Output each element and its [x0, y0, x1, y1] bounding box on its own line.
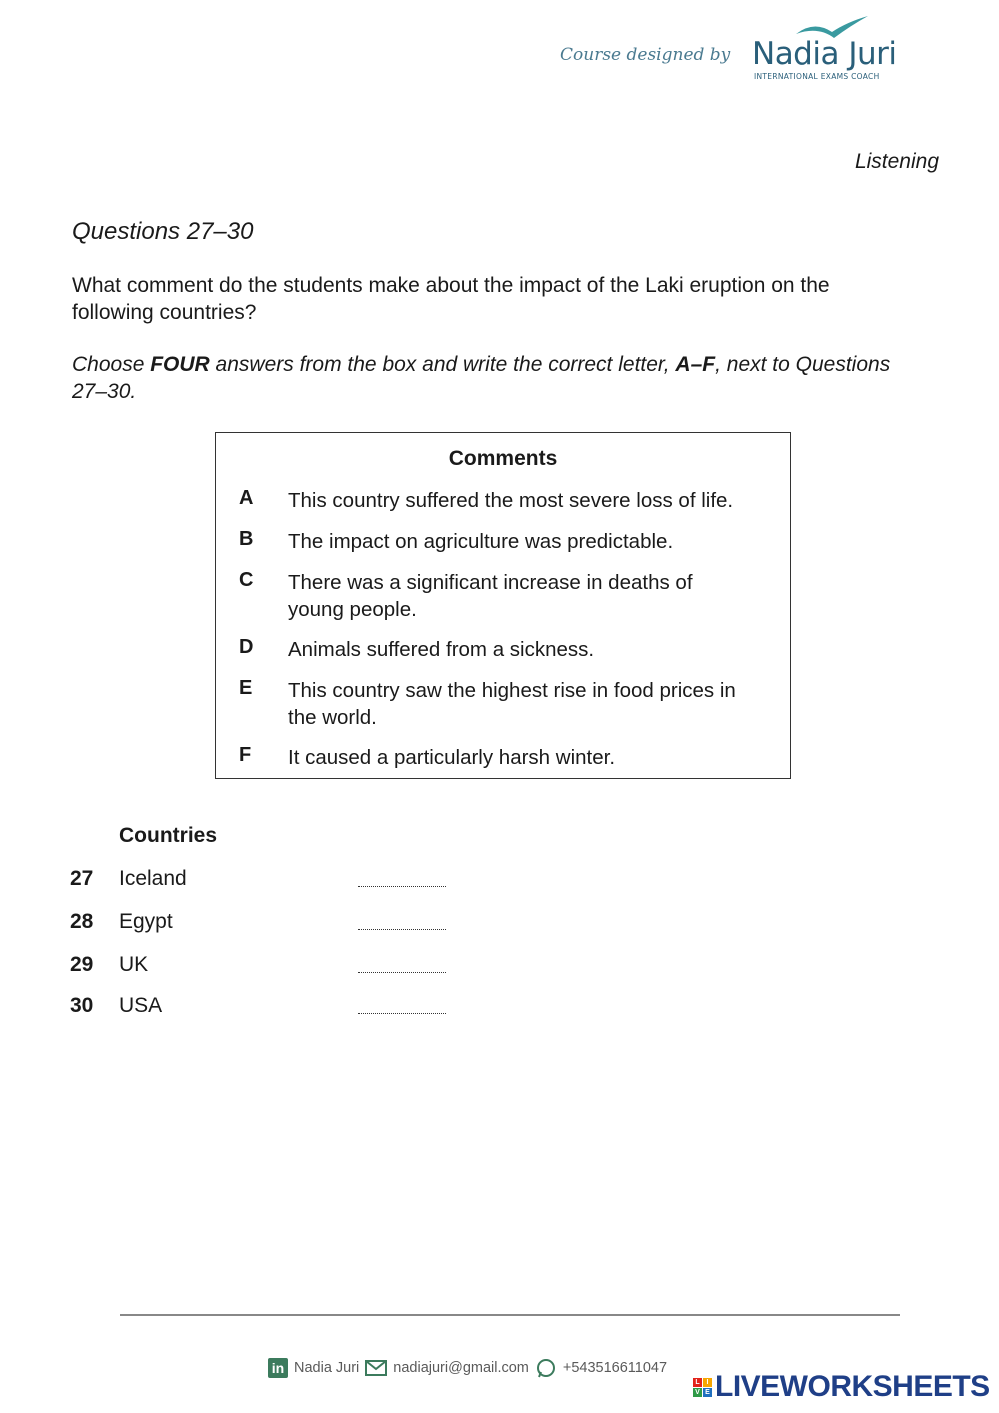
- country-name: UK: [119, 953, 149, 976]
- email-address[interactable]: nadiajuri@gmail.com: [393, 1360, 529, 1376]
- option-letter: E: [239, 677, 253, 699]
- phone-number[interactable]: +543516611047: [562, 1360, 668, 1376]
- mail-icon: [365, 1358, 387, 1378]
- liveworksheets-brand[interactable]: [693, 1370, 990, 1404]
- question-number: 30: [70, 994, 94, 1017]
- whatsapp-icon: [535, 1358, 557, 1378]
- answer-blank[interactable]: [358, 972, 446, 973]
- question-row-30: [0, 994, 999, 1024]
- option-text: It caused a particularly harsh winter.: [288, 746, 616, 769]
- countries-heading: Countries: [119, 824, 218, 847]
- option-letter: B: [239, 528, 254, 550]
- nadia-juri-logo: [752, 14, 902, 84]
- course-credit: Course designed by: [560, 45, 731, 65]
- option-text: This country saw the highest rise in food prices in the world.: [288, 679, 736, 729]
- question-number: 28: [70, 910, 94, 933]
- country-name: Egypt: [119, 910, 173, 933]
- linkedin-name[interactable]: Nadia Juri: [294, 1360, 360, 1376]
- option-text: Animals suffered from a sickness.: [288, 638, 595, 661]
- country-name: USA: [119, 994, 163, 1017]
- question-row-27: [0, 867, 999, 897]
- question-heading: Questions 27–30: [72, 218, 254, 245]
- footer-divider: [120, 1314, 900, 1316]
- linkedin-icon: in: [268, 1358, 288, 1378]
- liveworksheets-text: LIVEWORKSHEETS: [715, 1370, 990, 1403]
- option-text: This country suffered the most severe loss of life.: [288, 489, 734, 512]
- option-text: There was a significant increase in deaths of young people.: [288, 571, 693, 621]
- option-letter: C: [239, 569, 254, 591]
- option-text: The impact on agriculture was predictable.: [288, 530, 674, 553]
- comments-title: Comments: [448, 447, 558, 470]
- question-intro: What comment do the students make about the impact of the Laki eruption on the following countries?: [72, 274, 830, 324]
- comments-box: [215, 432, 791, 779]
- option-letter: A: [239, 487, 254, 509]
- logo-name: Nadia Juri: [752, 36, 897, 72]
- option-letter: D: [239, 636, 254, 658]
- answer-blank[interactable]: [358, 886, 446, 887]
- footer-contacts: [268, 1358, 667, 1378]
- answer-blank[interactable]: [358, 1013, 446, 1014]
- logo-subtitle: INTERNATIONAL EXAMS COACH: [754, 72, 880, 81]
- option-letter: F: [239, 744, 252, 766]
- country-name: Iceland: [119, 867, 187, 890]
- question-number: 29: [70, 953, 94, 976]
- question-row-28: [0, 910, 999, 940]
- section-label: Listening: [854, 150, 939, 173]
- liveworksheets-logo-icon: L I V E: [693, 1378, 712, 1397]
- instruction: Choose FOUR answers from the box and write the correct letter, A–F, next to Questions 27–30.: [72, 353, 891, 403]
- question-number: 27: [70, 867, 94, 890]
- question-row-29: [0, 953, 999, 983]
- answer-blank[interactable]: [358, 929, 446, 930]
